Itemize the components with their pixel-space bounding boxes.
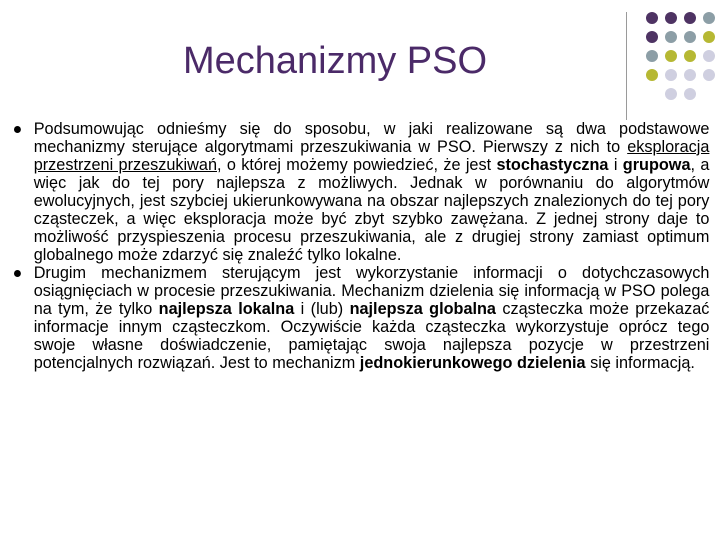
bullet-item-2 [14, 264, 710, 372]
bullet-2-segment: się informacją. [585, 354, 695, 372]
decorative-dot [703, 12, 715, 24]
bullet-text-1 [34, 120, 710, 264]
bullet-1-segment: i [608, 156, 623, 174]
decorative-dot [665, 12, 677, 24]
decorative-dot [703, 50, 715, 62]
slide-title: Mechanizmy PSO [182, 40, 488, 82]
decorative-dot [665, 50, 677, 62]
decorative-dot [665, 31, 677, 43]
bullet-2-bold-term: jednokierunkowego dzielenia [359, 354, 586, 372]
decorative-dot [684, 69, 696, 81]
decorative-dot [646, 31, 658, 43]
bullet-1-segment: , o której możemy powiedzieć, że jest [216, 156, 497, 174]
bullet-2-bold-term: najlepsza globalna [349, 300, 496, 318]
bullet-2-segment: Drugim mechanizmem sterującym jest wykorzystanie informacji o dotychczasowych osiągnięciach w procesie przeszukiwania. Mechanizm dzielenia się informacją w PSO polega na tym, że tylko [33, 264, 710, 318]
bullet-2-segment: i (lub) [294, 300, 350, 318]
decorative-dot [703, 31, 715, 43]
decorative-dot [684, 88, 696, 100]
bullet-1-segment: Podsumowując odnieśmy się do sposobu, w jaki realizowane są dwa podstawowe mechanizmy sterujące algorytmami przeszukiwania w PSO. Pierwszy z nich to [33, 120, 710, 156]
bullet-1-segment: , a więc jak do tej pory najlepsza z możliwych. Jednak w porównaniu do algorytmów ewolucyjnych, jest szybciej ukierunkowywana na obszar najlepszych znalezionych do tej pory cząsteczek, a więc eksploracja może być zbyt szybko zawężana. Z jednej strony daje to możliwość przyspieszenia procesu przeszukiwania, ale z drugiej strony zamiast optimum globalnego może zdarzyć się znaleźć tylko lokalne. [33, 156, 710, 264]
bullet-dot-icon [14, 126, 21, 133]
bullet-1-bold-term: grupowa [622, 156, 691, 174]
decorative-dot [665, 69, 677, 81]
decorative-dot [684, 12, 696, 24]
bullet-text-2 [34, 264, 710, 372]
bullet-1-bold-term: stochastyczna [496, 156, 609, 174]
decorative-dot [665, 88, 677, 100]
decorative-dot [684, 50, 696, 62]
bullet-list [14, 120, 714, 372]
decorative-dot [684, 31, 696, 43]
bullet-dot-icon [14, 270, 21, 277]
bullet-2-bold-term: najlepsza lokalna [158, 300, 295, 318]
bullet-item-1 [14, 120, 710, 264]
decorative-dot [646, 12, 658, 24]
bullet-1-underlined-term: eksploracja przestrzeni przeszukiwań [33, 138, 710, 174]
decorative-dot [646, 50, 658, 62]
decorative-dot [646, 69, 658, 81]
bullet-2-segment: cząsteczka może przekazać informacje innym cząsteczkom. Oczywiście każda cząsteczka wykorzystuje oprócz tego swoje własne doświadczenie, pamiętając swoja najlepsza pozycje w przestrzeni potencjalnych rozwiązań. Jest to mechanizm [33, 300, 710, 372]
decorative-dot [703, 69, 715, 81]
decorative-vertical-line [626, 12, 627, 120]
